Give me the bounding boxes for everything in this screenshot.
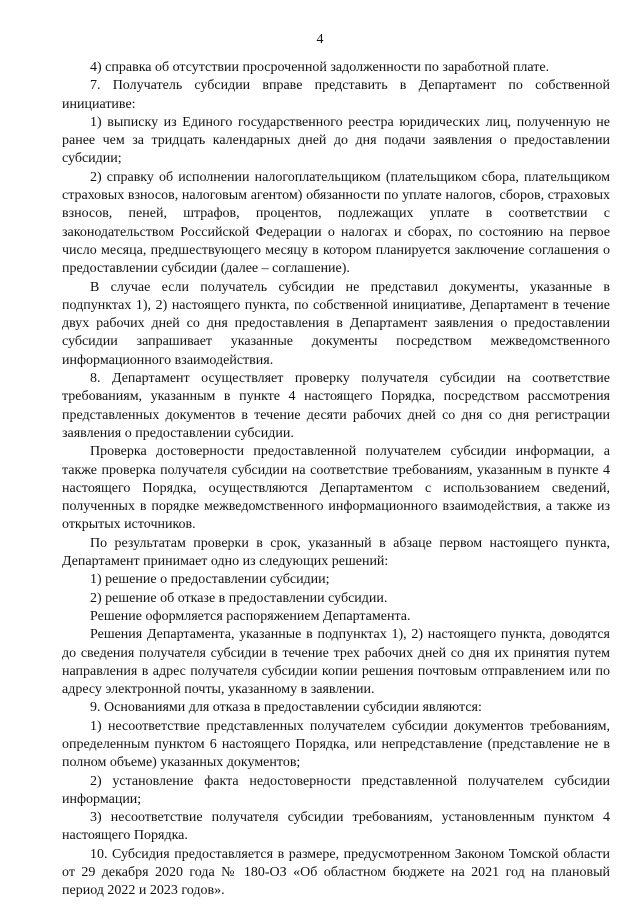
- paragraph: 2) установление факта недостоверности представленной получателем субсидии информации;: [62, 773, 610, 807]
- paragraph: 3) несоответствие получателя субсидии требованиям, установленным пунктом 4 настоящего Порядка.: [62, 810, 610, 844]
- paragraph: По результатам проверки в срок, указанный в абзаце первом настоящего пункта, Департамент принимает одно из следующих решений:: [62, 535, 610, 570]
- paragraph: 2) решение об отказе в предоставлении субсидии.: [90, 590, 388, 606]
- paragraph: 2) справку об исполнении налогоплательщиком (плательщиком сбора, плательщиком страховых взносов, налоговым агентом) обязанности по уплате налогов, сборов, страховых взносов, пеней, штрафов, процентов, подлежащих уплате в соответствии с законодательством Российской Федерации о налогах и сборах, по состоянию на первое число месяца, предшествующего месяцу в котором планируется заключение соглашения о предоставлении субсидии (далее – соглашение).: [62, 169, 610, 277]
- paragraph: Решение оформляется распоряжением Департамента.: [90, 608, 411, 624]
- paragraph: Решения Департамента, указанные в подпунктах 1), 2) настоящего пункта, доводятся до сведения получателя субсидии в течение трех рабочих дней со дня их принятия путем направления в адрес получателя субсидии копии решения почтовым отправлением или по адресу электронной почты, указанному в заявлении.: [62, 627, 610, 698]
- paragraph: 4) справка об отсутствии просроченной задолженности по заработной плате.: [90, 60, 550, 75]
- page-number: 4: [316, 32, 324, 47]
- document-body: [62, 59, 610, 901]
- paragraph: 1) решение о предоставлении субсидии;: [90, 572, 330, 588]
- paragraph: 1) несоответствие представленных получателем субсидии документов требованиям, определенным пунктом 6 настоящего Порядка, или непредставление (представление не в полном объеме) указанных документов;: [62, 718, 610, 771]
- paragraph: 10. Субсидия предоставляется в размере, предусмотренном Законом Томской области от 29 декабря 2020 года № 180-ОЗ «Об областном бюджете на 2021 год на плановый период 2022 и 2023 годов».: [62, 846, 610, 899]
- paragraph: Проверка достоверности предоставленной получателем субсидии информации, а также проверка получателя субсидии на соответствие требованиям, указанным в пункте 4 настоящего Порядка, осуществляются Департаментом с использованием сведений, полученных в порядке межведомственного информационного взаимодействия, а также из открытых источников.: [62, 444, 610, 533]
- paragraph: В случае если получатель субсидии не представил документы, указанные в подпунктах 1), 2) настоящего пункта, по собственной инициативе, Департамент в течение двух рабочих дней со дня предоставления в Департамент заявления о предоставлении субсидии запрашивает указанные документы посредством межведомственного информационного взаимодействия.: [62, 279, 610, 368]
- paragraph: 8. Департамент осуществляет проверку получателя субсидии на соответствие требованиям, указанным в пункте 4 настоящего Порядка, посредством рассмотрения представленных документов в течение десяти рабочих дней со дня со дня регистрации заявления о предоставлении субсидии.: [62, 371, 610, 441]
- paragraph: 9. Основаниями для отказа в предоставлении субсидии являются:: [90, 700, 482, 716]
- paragraph: 1) выписку из Единого государственного реестра юридических лиц, полученную не ранее чем за тридцать календарных дней до дня подачи заявления о предоставлении субсидии;: [62, 114, 610, 167]
- paragraph: 7. Получатель субсидии вправе представить в Департамент по собственной инициативе:: [62, 78, 610, 112]
